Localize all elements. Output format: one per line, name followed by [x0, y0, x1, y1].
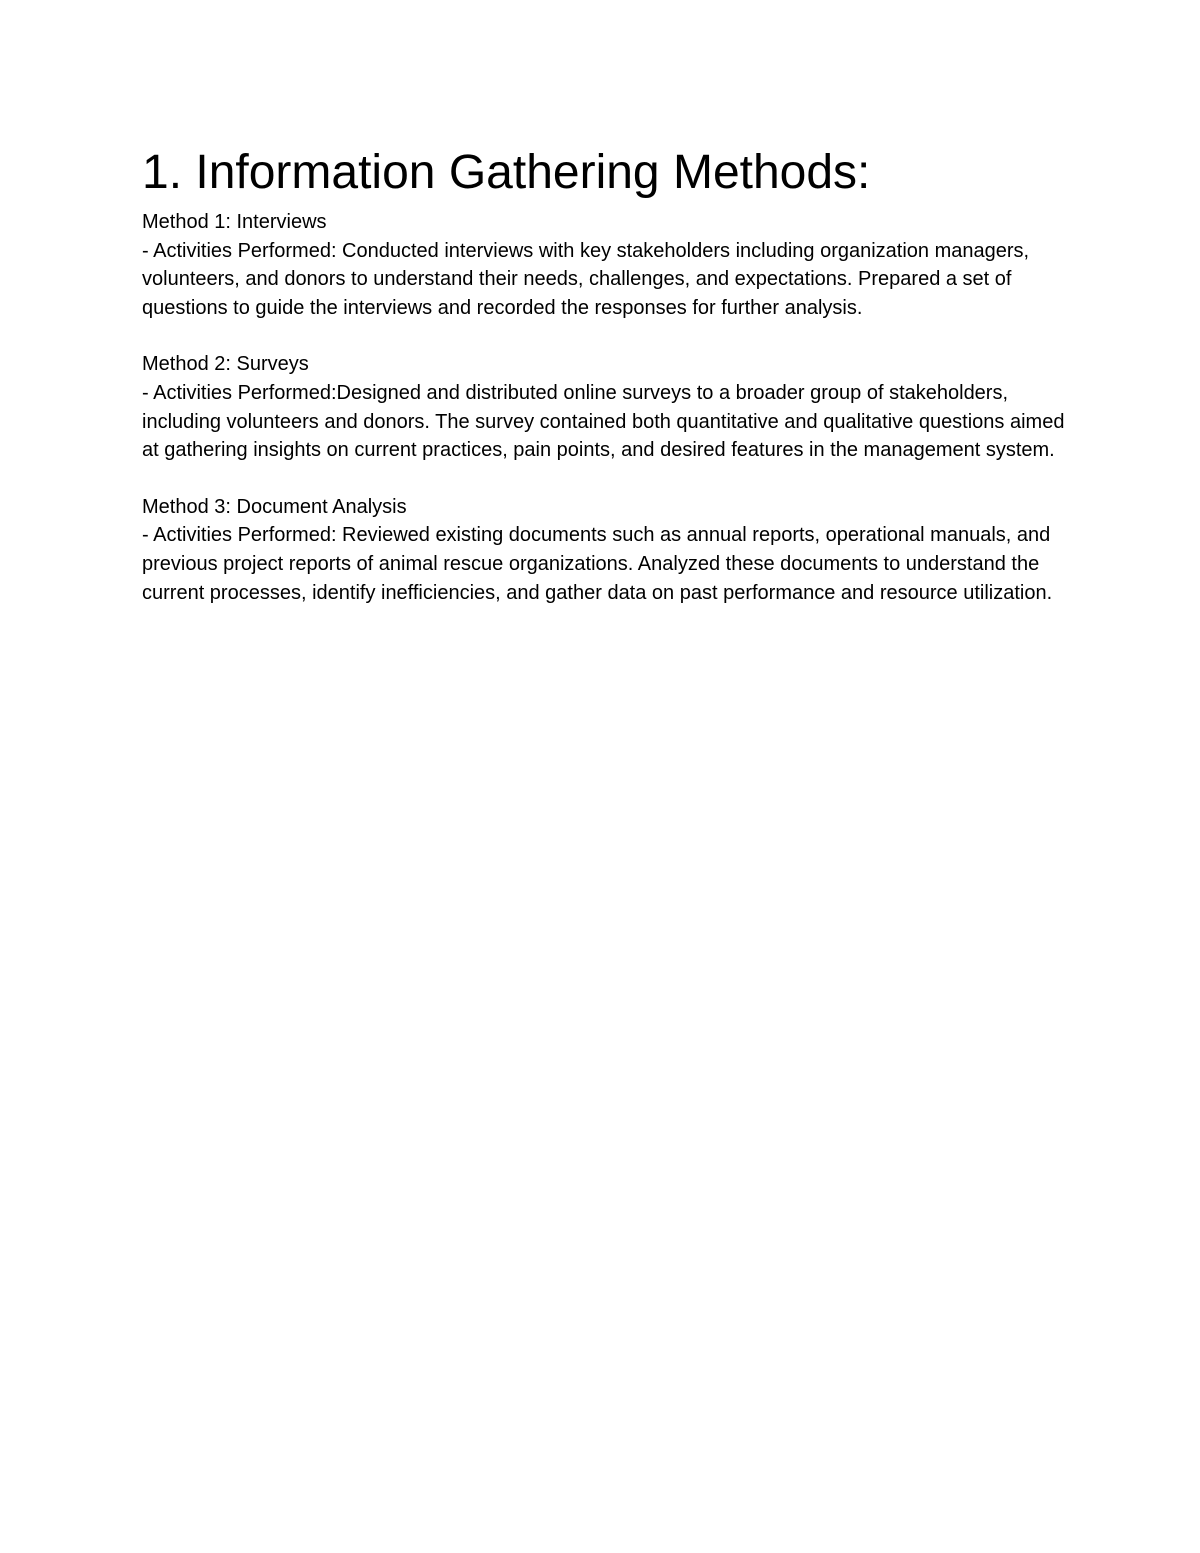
method-heading-document-analysis: Method 3: Document Analysis: [142, 495, 407, 518]
method-section-interviews: [142, 208, 1072, 322]
method-heading-interviews: Method 1: Interviews: [142, 211, 327, 233]
method-body-surveys: - Activities Performed:Designed and distributed online surveys to a broader group of stakeholders, including volunteers and donors. The survey contained both quantitative and qualitative questions aimed at gathering insights on current practices, pain points, and desired features in the management system.: [142, 381, 1065, 462]
method-section-surveys: [142, 350, 1072, 464]
method-section-document-analysis: [142, 493, 1072, 607]
method-heading-surveys: Method 2: Surveys: [142, 353, 309, 376]
document-content: [142, 142, 1072, 607]
method-body-interviews: - Activities Performed: Conducted interviews with key stakeholders including organization managers, volunteers, and donors to understand their needs, challenges, and expectations. Prepared a set of questions to guide the interviews and recorded the responses for further analysis.: [142, 239, 1030, 319]
document-title: 1. Information Gathering Methods:: [142, 146, 871, 199]
method-body-document-analysis: - Activities Performed: Reviewed existing documents such as annual reports, operational manuals, and previous project reports of animal rescue organizations. Analyzed these documents to understand the current processes, identify inefficiencies, and gather data on past performance and resource utilization.: [142, 524, 1053, 604]
